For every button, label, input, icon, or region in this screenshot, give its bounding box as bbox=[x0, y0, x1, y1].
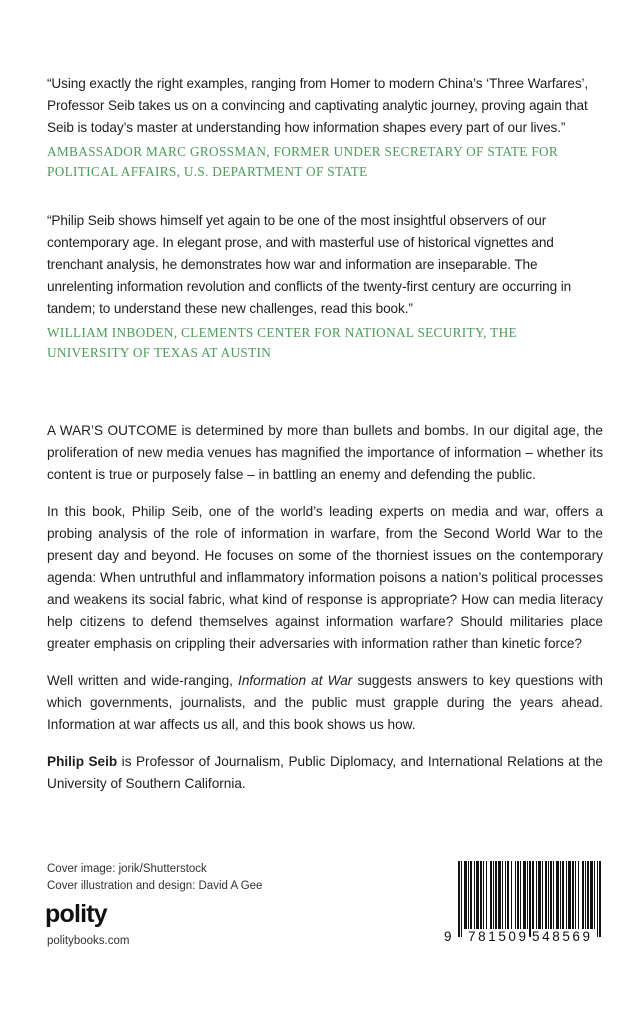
barcode-bar bbox=[474, 861, 475, 929]
blurb-attribution: WILLIAM INBODEN, CLEMENTS CENTER FOR NATIONAL SECURITY, THE UNIVERSITY OF TEXAS AT AUSTIN bbox=[47, 325, 517, 360]
barcode-bar bbox=[498, 861, 501, 929]
barcode-bar bbox=[578, 861, 579, 929]
barcode-bar bbox=[486, 861, 487, 929]
barcode-bar bbox=[566, 861, 567, 929]
description-paragraph: In this book, Philip Seib, one of the world’s leading experts on media and war, offers a probing analysis of the role of information in warfare, from the Second World War to the present day and beyond. He focuses on some of the thorniest issues on the contemporary agenda: When untruthful and inflammatory information poisons a nation’s political processes and weakens its social fabric, what kind of response is appropriate? How can media literacy help citizens to defend themselves against information warfare? Should militaries place greater emphasis on crippling their adversaries with information rather than kinetic force? bbox=[47, 504, 603, 651]
barcode-bar bbox=[582, 861, 584, 929]
publisher-url: politybooks.com bbox=[47, 935, 130, 947]
barcode-bar bbox=[550, 861, 552, 929]
barcode-bar bbox=[490, 861, 492, 929]
author-name: Philip Seib bbox=[47, 754, 118, 769]
barcode-bar bbox=[464, 861, 467, 929]
isbn-barcode bbox=[444, 859, 604, 947]
barcode-bar bbox=[548, 861, 549, 929]
barcode-bar bbox=[523, 861, 526, 929]
text-run: Well written and wide-ranging, bbox=[47, 673, 239, 688]
barcode-bar bbox=[502, 861, 503, 929]
barcode-bar bbox=[515, 861, 516, 929]
publisher-logo: polity bbox=[45, 900, 107, 928]
barcode-bar bbox=[461, 861, 462, 937]
barcode-bar bbox=[553, 861, 554, 929]
barcode-bar bbox=[495, 861, 497, 929]
barcode-bar bbox=[483, 861, 484, 929]
barcode-bar bbox=[520, 861, 521, 929]
barcode-bar bbox=[575, 861, 576, 929]
barcode-bar bbox=[542, 861, 543, 929]
book-title: Information at War bbox=[238, 673, 353, 688]
text-run: suggests answers to key questions with which governments, journalists, and the public must grapple during the years ahead. Information at war affects us all, and this book shows us how. bbox=[47, 673, 603, 732]
barcode-bar bbox=[587, 861, 589, 929]
barcode-bar bbox=[585, 861, 586, 929]
barcode-bar bbox=[545, 861, 547, 929]
barcode-bar bbox=[562, 861, 564, 929]
barcode-bar bbox=[594, 861, 595, 929]
barcode-bar bbox=[529, 861, 531, 937]
barcode-bar bbox=[505, 861, 506, 929]
barcode-bar bbox=[476, 861, 479, 929]
barcode-lead-digit: 9 bbox=[444, 929, 455, 944]
barcode-left-digits: 781509 bbox=[468, 929, 529, 944]
barcode-bar bbox=[560, 861, 561, 929]
barcode-bar bbox=[538, 861, 541, 929]
blurb-2 bbox=[47, 210, 599, 363]
barcode-bar bbox=[511, 861, 512, 929]
barcode-bar bbox=[470, 861, 472, 929]
barcode-bar bbox=[532, 861, 534, 929]
barcode-bar bbox=[599, 861, 601, 937]
barcode-bar bbox=[458, 861, 460, 937]
author-bio-text: is Professor of Journalism, Public Diplomacy, and International Relations at the University of Southern California. bbox=[47, 754, 603, 791]
barcode-bar bbox=[556, 861, 559, 929]
cover-credits bbox=[47, 861, 262, 895]
blurb-attribution: AMBASSADOR MARC GROSSMAN, FORMER UNDER SECRETARY OF STATE FOR POLITICAL AFFAIRS, U.S. DEPARTMENT OF STATE bbox=[47, 144, 559, 179]
cover-design-credit: Cover illustration and design: David A Gee bbox=[47, 880, 263, 892]
barcode-bar bbox=[507, 861, 509, 929]
barcode-bar bbox=[468, 861, 469, 929]
blurb-quote: “Using exactly the right examples, ranging from Homer to modern China’s ‘Three Warfares’, Professor Seib takes us on a convincing and captivating analytic journey, proving again that Seib is today’s master at understanding how information shapes every part of our lives.” bbox=[47, 76, 589, 135]
book-description bbox=[47, 420, 603, 810]
barcode-bar bbox=[517, 861, 519, 929]
barcode-bar bbox=[568, 861, 571, 929]
barcode-bar bbox=[527, 861, 528, 937]
author-bio bbox=[47, 751, 603, 795]
description-paragraph bbox=[47, 670, 603, 736]
barcode-bar bbox=[590, 861, 593, 929]
blurb-1 bbox=[47, 73, 599, 182]
barcode-bar bbox=[493, 861, 494, 929]
cover-image-credit: Cover image: jorik/Shutterstock bbox=[47, 863, 207, 875]
barcode-right-digits: 548569 bbox=[532, 929, 593, 944]
description-paragraph: A WAR’S OUTCOME is determined by more than bullets and bombs. In our digital age, the proliferation of new media venues has magnified the importance of information – whether its content is true or purposely false – in battling an enemy and defending the public. bbox=[47, 423, 603, 482]
barcode-bar bbox=[597, 861, 598, 937]
blurb-quote: “Philip Seib shows himself yet again to be one of the most insightful observers of our contemporary age. In elegant prose, and with masterful use of historical vignettes and trenchant analysis, he demonstrates how war and information are inseparable. The unrelenting information revolution and conflicts of the twenty-first century are occurring in tandem; to understand these new challenges, read this book.” bbox=[47, 213, 572, 316]
barcode-bar bbox=[572, 861, 574, 929]
barcode-bar bbox=[480, 861, 482, 929]
barcode-bar bbox=[536, 861, 537, 929]
